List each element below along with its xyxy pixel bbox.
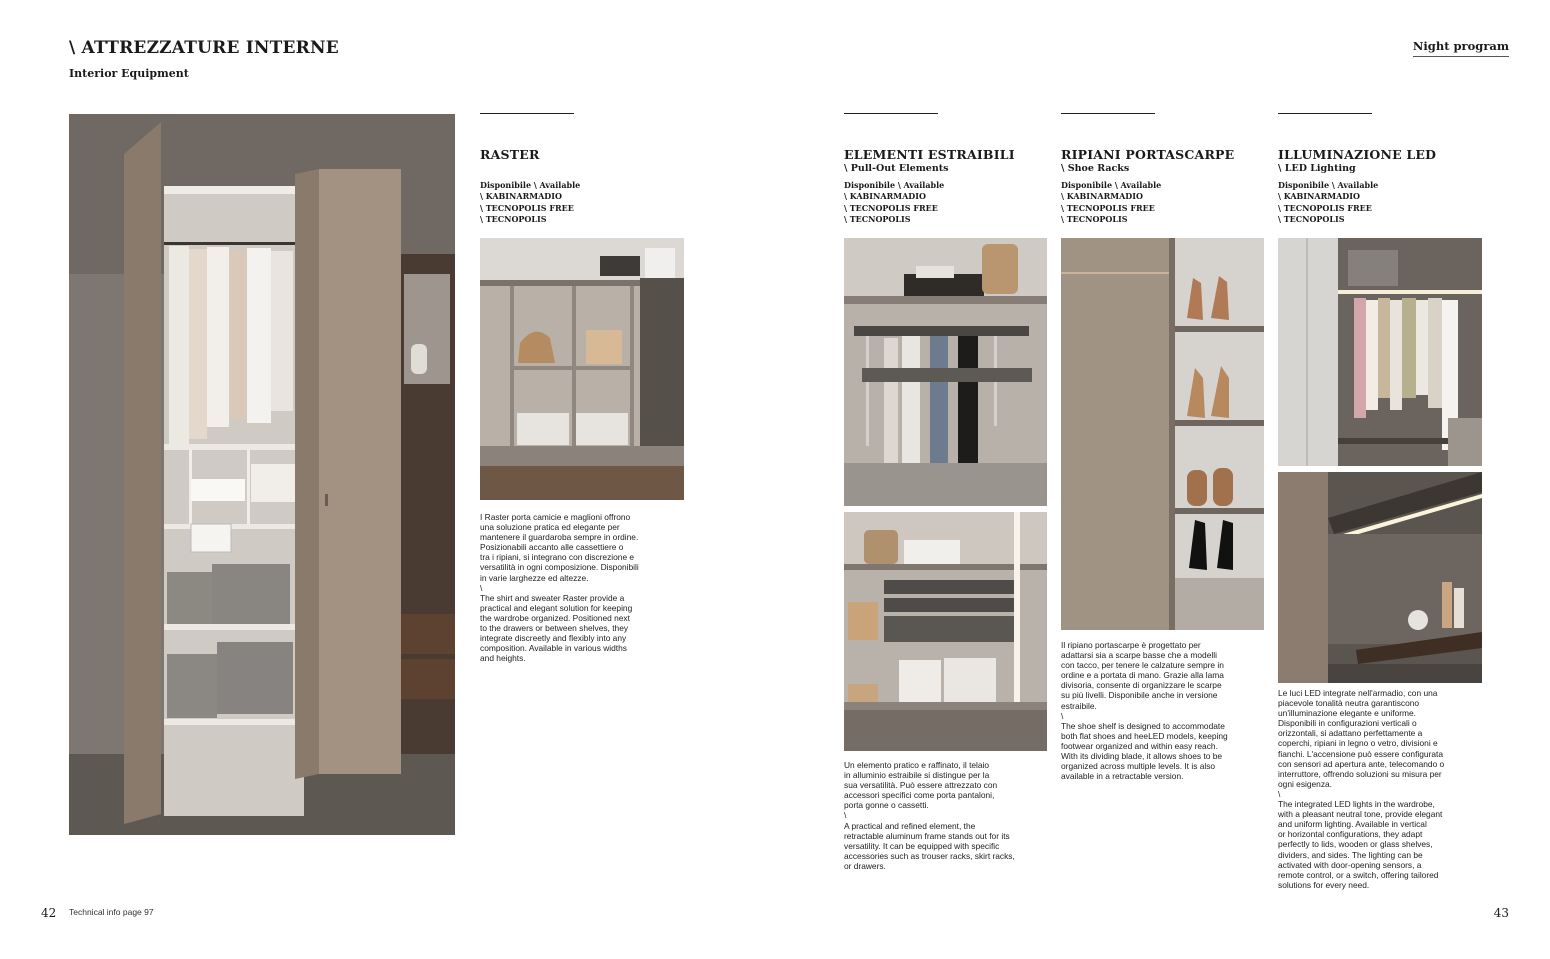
availability-line: \ KABINARMADIO: [844, 191, 926, 202]
pullout-title: ELEMENTI ESTRAIBILI: [844, 147, 1015, 162]
availability-line: \ KABINARMADIO: [1278, 191, 1360, 202]
availability-line: \ KABINARMADIO: [1061, 191, 1143, 202]
availability-line: \ TECNOPOLIS FREE: [1278, 202, 1372, 213]
pullout-subtitle: \ Pull-Out Elements: [844, 163, 949, 174]
led-wardrobe-photo: [1278, 238, 1482, 466]
raster-availability: [480, 180, 580, 226]
pullout-drawers-photo: [844, 512, 1047, 751]
column-rule-shoes: [1061, 113, 1155, 114]
availability-line: \ TECNOPOLIS FREE: [1061, 202, 1155, 213]
page-number-right: 43: [1493, 906, 1509, 920]
column-rule-raster: [480, 113, 574, 114]
column-rule-pullout: [844, 113, 938, 114]
led-availability: [1278, 180, 1378, 226]
pullout-trouser-rack-photo: [844, 238, 1047, 506]
hero-wardrobe-photo: [69, 114, 455, 835]
availability-line: \ TECNOPOLIS: [1061, 214, 1128, 225]
technical-info-link[interactable]: Technical info page 97: [69, 907, 154, 917]
column-rule-led: [1278, 113, 1372, 114]
shoe-rack-photo: [1061, 238, 1264, 630]
shoes-subtitle: \ Shoe Racks: [1061, 163, 1130, 174]
page-subtitle: Interior Equipment: [69, 67, 189, 80]
led-subtitle: \ LED Lighting: [1278, 163, 1356, 174]
availability-line: \ KABINARMADIO: [480, 191, 562, 202]
availability-line: Disponibile \ Available: [480, 180, 581, 190]
led-title: ILLUMINAZIONE LED: [1278, 147, 1437, 162]
pullout-availability: [844, 180, 944, 226]
availability-line: \ TECNOPOLIS: [844, 214, 911, 225]
availability-line: \ TECNOPOLIS: [1278, 214, 1345, 225]
raster-title: RASTER: [480, 147, 540, 162]
shoes-availability: [1061, 180, 1161, 226]
shoes-description: Il ripiano portascarpe è progettato per adattarsi sia a scarpe basse che a modelli con tacco, per tenere le calzature sempre in ordine e a portata di mano. Grazie alla lama divisoria, consente di organizzare le scarpe su più livelli. Disponibile anche in versione estraibile. \ The shoe shelf is designed to accommodate both flat shoes and heeLED models, keeping footwear organized and within easy reach. With its dividing blade, it allows shoes to be organized across multiple levels. It is also available in a retractable version.: [1061, 640, 1228, 782]
availability-line: Disponibile \ Available: [1278, 180, 1379, 190]
availability-line: \ TECNOPOLIS: [480, 214, 547, 225]
availability-line: Disponibile \ Available: [844, 180, 945, 190]
section-tag[interactable]: Night program: [1413, 39, 1509, 57]
availability-line: Disponibile \ Available: [1061, 180, 1162, 190]
page-number-left: 42: [41, 906, 57, 920]
raster-description: I Raster porta camicie e maglioni offrono una soluzione pratica ed elegante per mantenere il guardaroba sempre in ordine. Posizionabili accanto alle cassettiere o tra i ripiani, si integrano con discrezione e versatilità in ogni composizione. Disponibili in varie larghezze ed altezze. \ The shirt and sweater Raster provide a practical and elegant solution for keeping the wardrobe organized. Positioned next to the drawers or between shelves, they integrate discreetly and flexibly into any composition. Available in various widths and heights.: [480, 512, 639, 664]
pullout-description: Un elemento pratico e raffinato, il telaio in alluminio estraibile si distingue per la sua versatilità. Può essere attrezzato con accessori specifici come porta pantaloni, porta gonne o cassetti. \ A practical and refined element, the retractable aluminum frame stands out for its versatility. It can be equipped with specific accessories such as trouser racks, skirt racks, or drawers.: [844, 760, 1015, 871]
shoes-title: RIPIANI PORTASCARPE: [1061, 147, 1235, 162]
raster-photo: [480, 238, 684, 500]
page-title: \ ATTREZZATURE INTERNE: [69, 38, 339, 58]
availability-line: \ TECNOPOLIS FREE: [480, 202, 574, 213]
led-description: Le luci LED integrate nell'armadio, con una piacevole tonalità neutra garantiscono un'illuminazione elegante e uniforme. Disponibili in configurazioni verticali o orizzontali, si adattano perfettamente a coperchi, ripiani in legno o vetro, divisioni e fianchi. L'accensione può essere configurata con sensori ad apertura ante, telecomando o interruttore, offrendo soluzioni su misura per ogni esigenza. \ The integrated LED lights in the wardrobe, with a pleasant neutral tone, provide elegant and uniform lighting. Available in vertical or horizontal configurations, they adapt perfectly to lids, wooden or glass shelves, dividers, and sides. The lighting can be activated with door-opening sensors, a remote control, or a switch, offering tailored solutions for every need.: [1278, 688, 1445, 890]
availability-line: \ TECNOPOLIS FREE: [844, 202, 938, 213]
led-strip-photo: [1278, 472, 1482, 683]
